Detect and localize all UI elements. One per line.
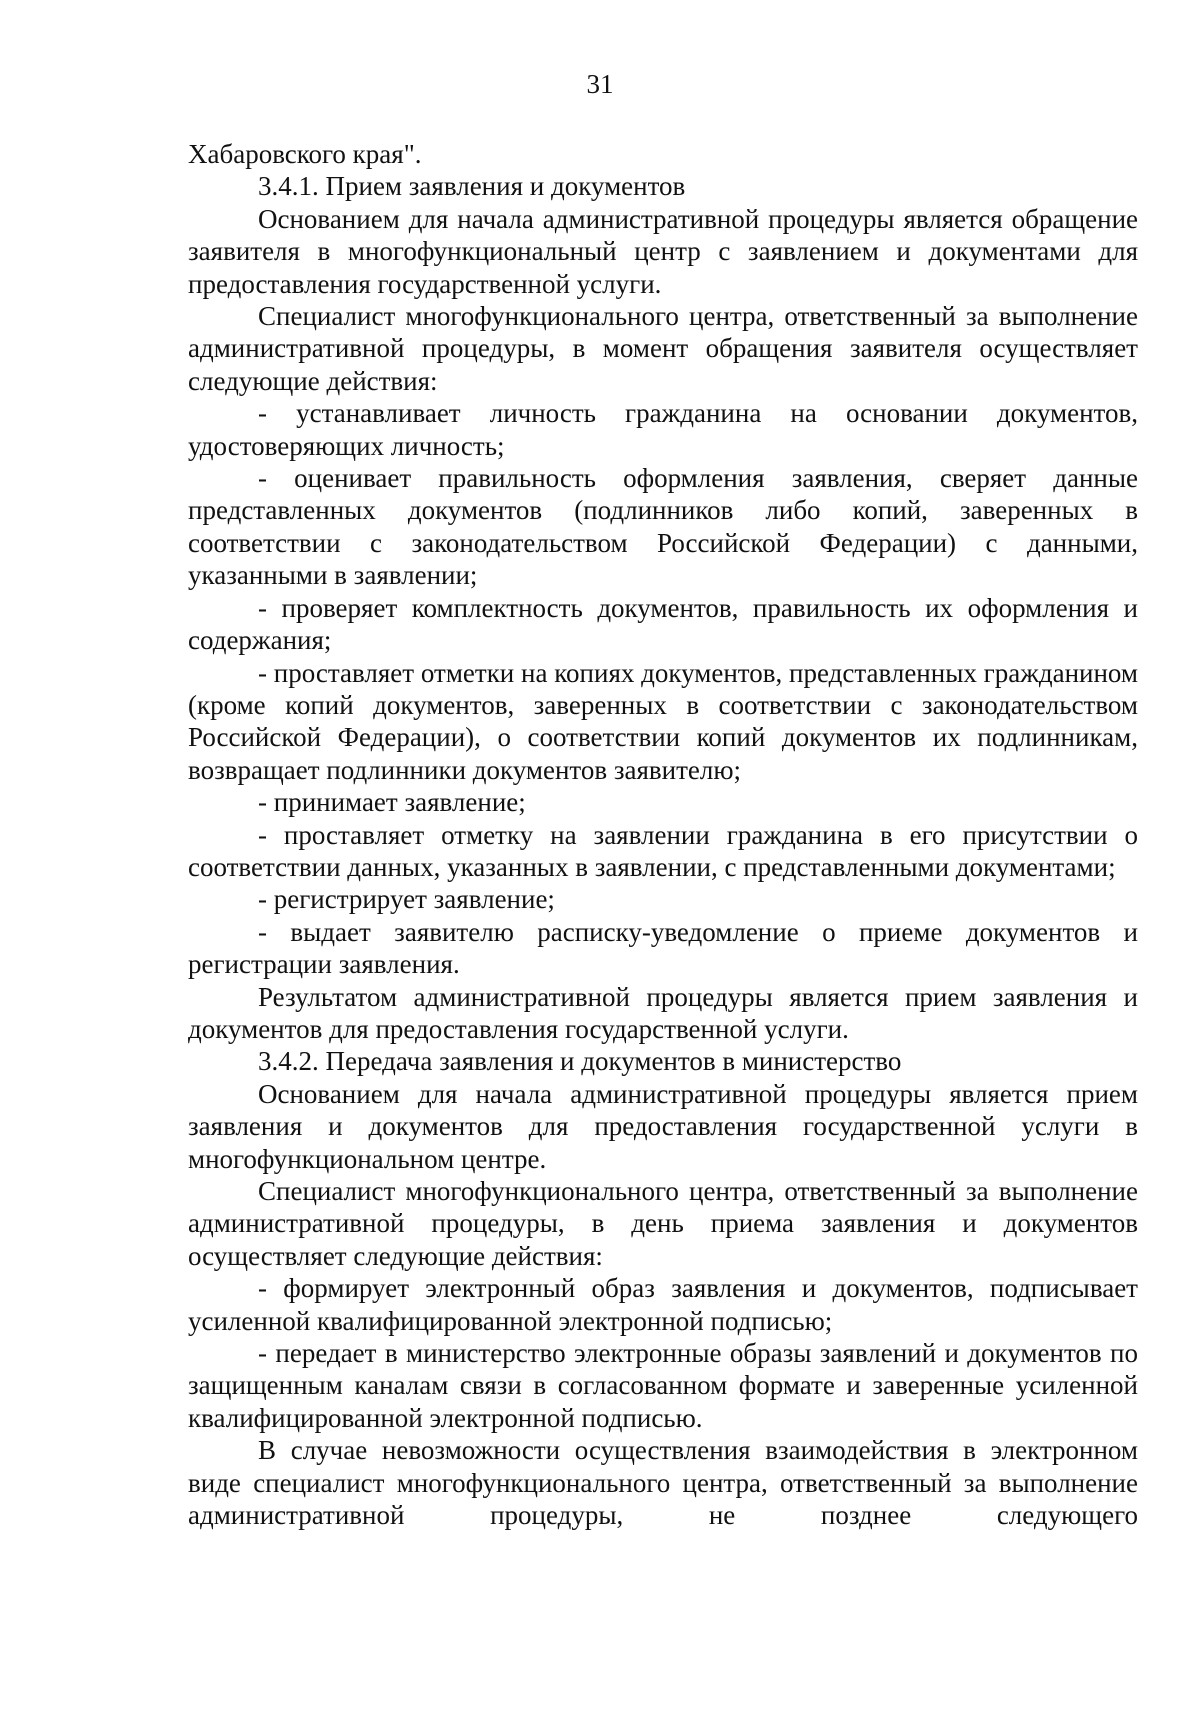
document-body [188, 138, 1138, 1531]
page-number: 31 [586, 69, 614, 99]
paragraph-basis-transfer: Основанием для начала административной процедуры является прием заявления и документов для предоставления государственной услуги в многофункциональном центре. [188, 1078, 1138, 1174]
list-item-mark-application: - проставляет отметку на заявлении гражданина в его присутствии о соответствии данных, указанных в заявлении, с представленными документами; [188, 819, 1138, 882]
section-heading-3-4-1: 3.4.1. Прием заявления и документов [258, 171, 686, 202]
list-item-receipt: - выдает заявителю расписку-уведомление о приеме документов и регистрации заявления. [188, 916, 1138, 980]
paragraph-specialist-day-actions: Специалист многофункционального центра, ответственный за выполнение административной процедуры, в день приема заявления и документов осуществляет следующие действия: [188, 1176, 1138, 1271]
list-item-transfer: - передает в министерство электронные образы заявлений и документов по защищенным каналам связи в согласованном формате и заверенные усиленной квалифицированной электронной подписью. [188, 1338, 1138, 1433]
list-item-mark-copies: - проставляет отметки на копиях документов, представленных гражданином (кроме копий документов, заверенных в соответствии с законодательством Российской Федерации), о соответствии копий документов их подлинникам, возвращает подлинники документов заявителю; [188, 657, 1138, 785]
list-item-identity: - устанавливает личность гражданина на основании документов, удостоверяющих личность; [188, 398, 1138, 461]
list-item-register: - регистрирует заявление; [258, 884, 555, 915]
list-item-electronic-image: - формирует электронный образ заявления и документов, подписывает усиленной квалифицированной электронной подписью; [188, 1273, 1138, 1336]
paragraph-basis: Основанием для начала административной процедуры является обращение заявителя в многофункциональный центр с заявлением и документами для предоставления государственной услуги. [188, 203, 1138, 299]
list-item-check-correctness: - оценивает правильность оформления заявления, сверяет данные представленных документов (подлинников либо копий, заверенных в соответствии с законодательством Российской Федерации) с данными, указанными в заявлении; [188, 463, 1138, 591]
list-item-check-completeness: - проверяет комплектность документов, правильность их оформления и содержания; [188, 592, 1138, 656]
list-item-accept: - принимает заявление; [258, 787, 526, 818]
paragraph-specialist-actions: Специалист многофункционального центра, ответственный за выполнение административной процедуры, в момент обращения заявителя осуществляет следующие действия: [188, 301, 1138, 396]
paragraph-impossibility: В случае невозможности осуществления взаимодействия в электронном виде специалист многофункционального центра, ответственный за выполнение административной процедуры, не позднее следующего [188, 1435, 1138, 1531]
paragraph-result: Результатом административной процедуры является прием заявления и документов для предоставления государственной услуги. [188, 981, 1138, 1044]
paragraph-region-continuation: Хабаровского края". [188, 139, 422, 169]
section-heading-3-4-2: 3.4.2. Передача заявления и документов в министерство [258, 1046, 902, 1077]
